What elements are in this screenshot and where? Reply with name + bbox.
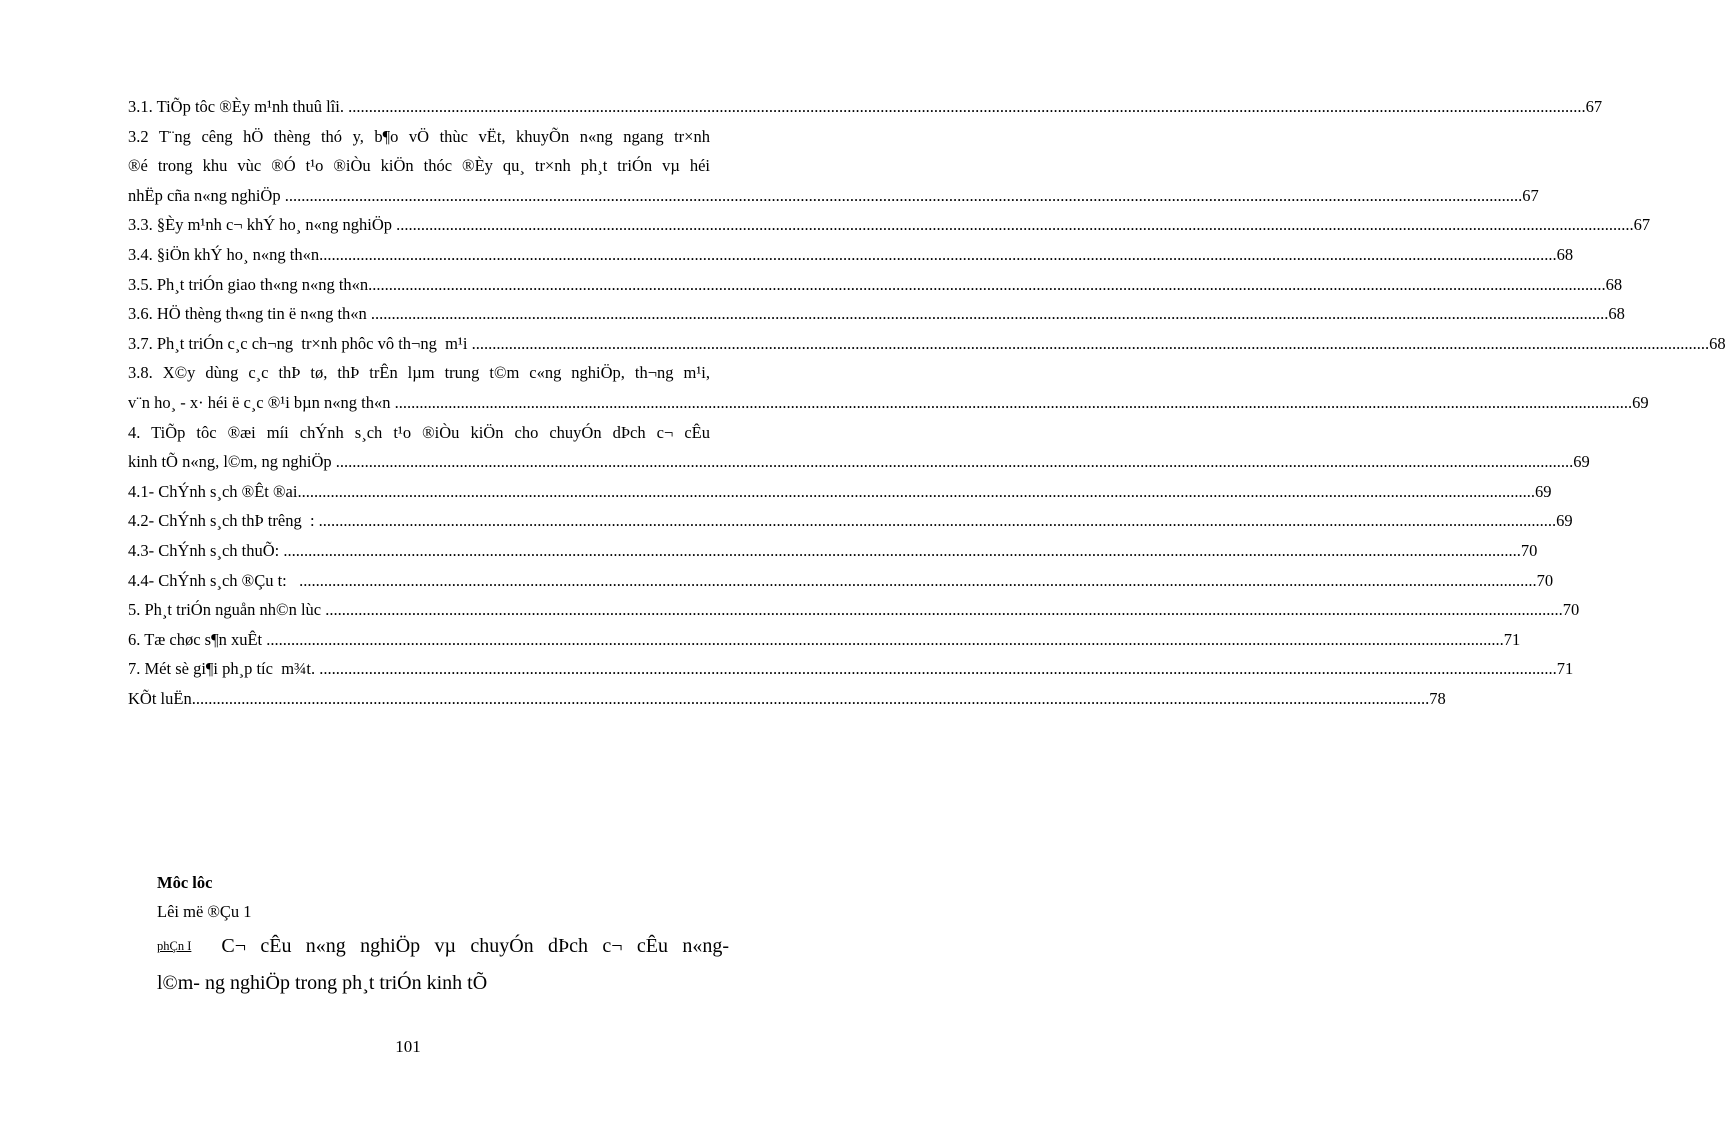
toc-entry[interactable] xyxy=(128,329,1726,359)
toc-entry[interactable] xyxy=(128,595,1580,625)
toc-entry-title: 3.5. Ph¸t triÓn giao th«ng n«ng th«n xyxy=(128,274,369,294)
toc-entry-title: 4.1- ChÝnh s¸ch ®Êt ®ai xyxy=(128,481,298,501)
dot-leader: ............................................................................................................................................................................................................................................................................................................ xyxy=(318,511,1557,531)
toc-entry-title: 3.6. HÖ thèng th«ng tin ë n«ng th«n xyxy=(128,304,371,324)
toc-entry-page: 68 xyxy=(1608,304,1625,324)
part-line1-text: C¬ cÊu n«ng nghiÖp vµ chuyÓn dÞch c¬ cÊu n«ng- xyxy=(221,935,729,957)
toc-entry[interactable] xyxy=(128,210,1651,240)
toc-entry-title: 3.1. TiÕp tôc ®Èy m¹nh thuû lîi. xyxy=(128,97,349,116)
part-title xyxy=(157,928,729,1002)
toc-entry-page: 70 xyxy=(1536,570,1554,590)
toc-entry-title: nhËp cña n«ng nghiÖp xyxy=(128,185,285,205)
dot-leader: ............................................................................................................................................................................................................................................................................................................ xyxy=(368,274,1606,294)
outline-intro: Lêi më ®Çu 1 xyxy=(157,902,252,921)
toc-entry-page: 70 xyxy=(1520,540,1538,560)
table-of-contents xyxy=(128,92,1726,713)
dot-leader: ............................................................................................................................................................................................................................................................................................................ xyxy=(396,215,1634,235)
toc-entry-line: ®é trong khu vùc ®Ó t¹o ®iÒu kiÖn thóc ®Èy qu¸ tr×nh ph¸t triÓn vµ héi xyxy=(128,156,710,176)
toc-entry-title: 5. Ph¸t triÓn nguån nh©n lùc xyxy=(128,600,326,620)
toc-entry[interactable] xyxy=(128,536,1538,566)
toc-entry[interactable] xyxy=(128,684,1446,714)
toc-entry-line: 4. TiÕp tôc ®æi míi chÝnh s¸ch t¹o ®iÒu kiÖn cho chuyÓn dÞch c¬ cÊu xyxy=(128,422,710,442)
toc-entry-page: 78 xyxy=(1429,688,1446,708)
toc-entry[interactable] xyxy=(128,92,1603,122)
dot-leader: ............................................................................................................................................................................................................................................................................................................ xyxy=(348,97,1586,116)
toc-entry-page: 67 xyxy=(1633,215,1651,235)
toc-entry-page: 71 xyxy=(1503,629,1521,649)
dot-leader: ............................................................................................................................................................................................................................................................................................................ xyxy=(471,333,1710,353)
toc-entry-page: 69 xyxy=(1534,481,1552,501)
toc-entry-title: 3.3. §Èy m¹nh c¬ khÝ ho¸ n«ng nghiÖp xyxy=(128,215,397,235)
toc-entry-title: v¨n ho¸ - x· héi ë c¸c ®¹i bµn n«ng th«n xyxy=(128,392,395,412)
toc-entry-page: 69 xyxy=(1573,452,1590,472)
dot-leader: ............................................................................................................................................................................................................................................................................................................ xyxy=(284,185,1523,205)
toc-entry-title: 4.2- ChÝnh s¸ch thÞ trêng : xyxy=(128,511,319,531)
dot-leader: ............................................................................................................................................................................................................................................................................................................ xyxy=(394,392,1633,412)
dot-leader: ............................................................................................................................................................................................................................................................................................................ xyxy=(319,659,1557,679)
toc-entry-page: 70 xyxy=(1562,600,1580,620)
toc-entry-page: 68 xyxy=(1709,333,1726,353)
dot-leader: ............................................................................................................................................................................................................................................................................................................ xyxy=(325,600,1563,620)
toc-entry-line: 3.8. X©y dùng c¸c thÞ tø, thÞ trÊn lµm trung t©m c«ng nghiÖp, th¬ng m¹i, xyxy=(128,363,710,383)
toc-entry-page: 67 xyxy=(1585,97,1603,116)
toc-entry-title: 4.4- ChÝnh s¸ch ®Çu t: xyxy=(128,570,300,590)
part-label: phÇn I xyxy=(157,939,192,953)
outline-block xyxy=(157,868,252,926)
toc-entry-title: KÕt luËn xyxy=(128,688,192,708)
toc-entry[interactable] xyxy=(128,270,1623,300)
dot-leader: ............................................................................................................................................................................................................................................................................................................ xyxy=(299,570,1537,590)
toc-entry-page: 69 xyxy=(1556,511,1573,531)
toc-entry[interactable] xyxy=(128,122,1539,211)
dot-leader: ............................................................................................................................................................................................................................................................................................................ xyxy=(283,540,1521,560)
dot-leader: ............................................................................................................................................................................................................................................................................................................ xyxy=(319,244,1557,264)
toc-entry[interactable] xyxy=(128,358,1649,417)
toc-entry-page: 71 xyxy=(1556,659,1574,679)
part-title-line1 xyxy=(157,928,729,965)
dot-leader: ............................................................................................................................................................................................................................................................................................................ xyxy=(266,629,1504,649)
toc-entry-line: 3.2 T¨ng cêng hÖ thèng thó y, b¶o vÖ thùc vËt, khuyÕn n«ng ngang tr×nh xyxy=(128,126,710,146)
outline-heading: Môc lôc xyxy=(157,873,213,892)
toc-entry[interactable] xyxy=(128,477,1552,507)
dot-leader: ............................................................................................................................................................................................................................................................................................................ xyxy=(335,452,1574,472)
toc-entry[interactable] xyxy=(128,418,1590,477)
toc-entry-title: kinh tÕ n«ng, l©m, ng nghiÖp xyxy=(128,452,336,472)
dot-leader: ............................................................................................................................................................................................................................................................................................................ xyxy=(297,481,1535,501)
toc-entry[interactable] xyxy=(128,625,1521,655)
toc-entry[interactable] xyxy=(128,566,1554,596)
dot-leader: ............................................................................................................................................................................................................................................................................................................ xyxy=(191,688,1430,708)
dot-leader: ............................................................................................................................................................................................................................................................................................................ xyxy=(370,304,1609,324)
toc-entry-title: 3.4. §iÖn khÝ ho¸ n«ng th«n xyxy=(128,244,320,264)
toc-entry-page: 67 xyxy=(1522,185,1539,205)
toc-entry-page: 68 xyxy=(1605,274,1623,294)
page-number: 101 xyxy=(395,1037,421,1056)
toc-entry[interactable] xyxy=(128,506,1573,536)
toc-entry-title: 4.3- ChÝnh s¸ch thuÕ: xyxy=(128,540,284,560)
toc-entry-page: 69 xyxy=(1632,392,1649,412)
toc-entry[interactable] xyxy=(128,654,1574,684)
toc-entry-title: 6. Tæ chøc s¶n xuÊt xyxy=(128,629,267,649)
toc-entry[interactable] xyxy=(128,299,1625,329)
toc-entry-title: 3.7. Ph¸t triÓn c¸c ch¬ng tr×nh phôc vô th¬ng m¹i xyxy=(128,333,472,353)
toc-entry-page: 68 xyxy=(1556,244,1574,264)
toc-entry[interactable] xyxy=(128,240,1574,270)
toc-entry-title: 7. Mét sè gi¶i ph¸p tíc m¾t. xyxy=(128,659,320,679)
part-title-line2: l©m- ng nghiÖp trong ph¸t triÓn kinh tÕ xyxy=(157,972,488,994)
